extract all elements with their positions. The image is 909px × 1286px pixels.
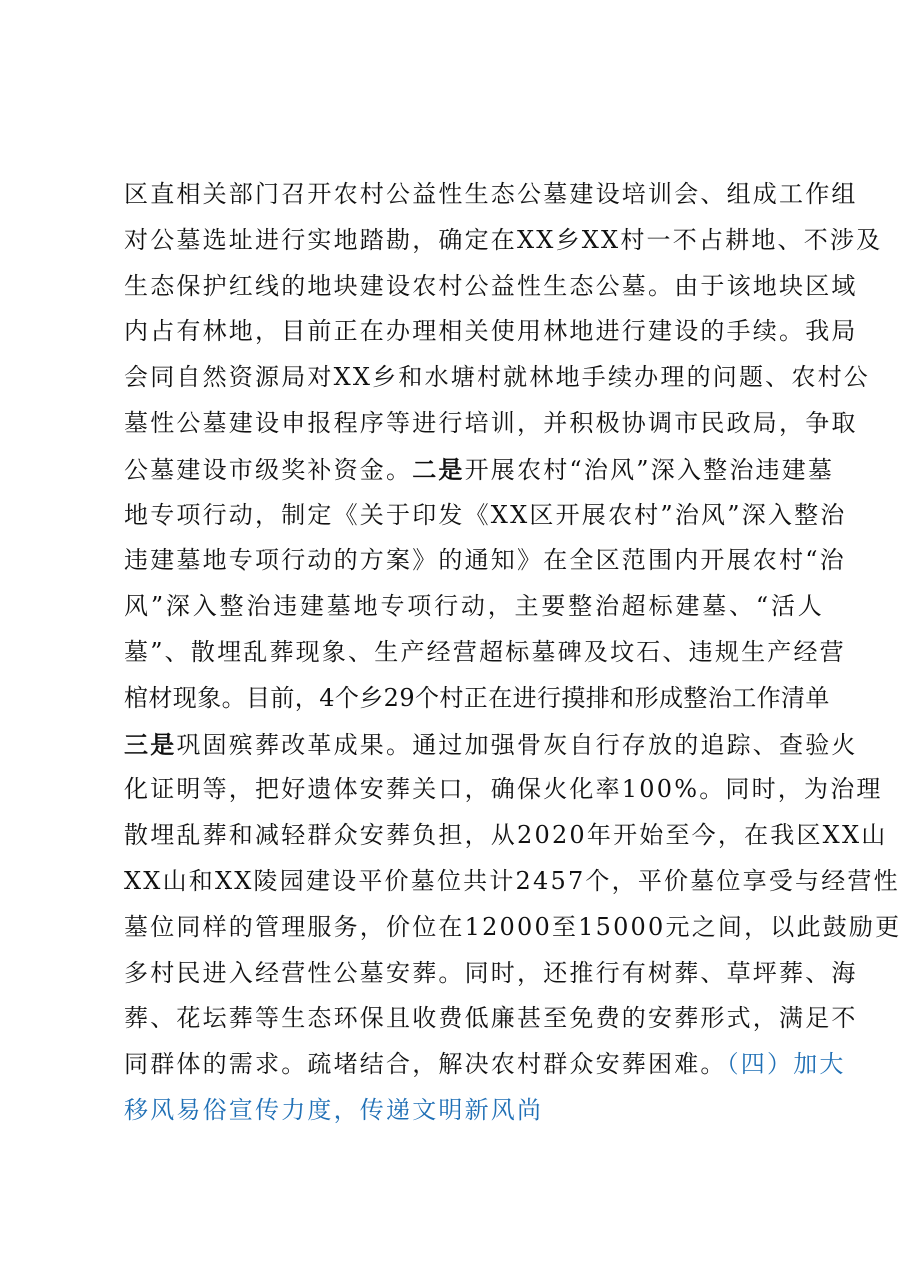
- text-line-13: [124, 722, 858, 768]
- text-line-5: 会同自然资源局对XX乡和水塘村就林地手续办理的问题、农村公: [124, 363, 870, 392]
- text-line-1: 区直相关部门召开农村公益性生态公墓建设培训会、组成工作组: [124, 180, 858, 208]
- text-line-13-post: 巩固殡葬改革成果。通过加强骨灰自行存放的追踪、查验火: [176, 730, 858, 759]
- text-line-10: 风”深入整治违建墓地专项行动，主要整治超标建墓、“活人: [124, 592, 824, 621]
- text-line-20-pre: 同群体的需求。疏堵结合，解决农村群众安葬困难。: [124, 1050, 727, 1079]
- section-heading-start: （四）加大: [726, 1050, 846, 1079]
- section-heading-end: 移风易俗宣传力度，传递文明新风尚: [124, 1095, 544, 1124]
- text-line-15: 散埋乱葬和减轻群众安葬负担，从2020年开始至今，在我区XX山: [124, 821, 888, 850]
- text-line-19: 葬、花坛葬等生态环保且收费低廉甚至免费的安葬形式，满足不: [124, 1004, 858, 1033]
- text-line-7-pre: 公墓建设市级奖补资金。: [124, 455, 413, 484]
- text-line-12: 棺材现象。目前，4个乡29个村正在进行摸排和形成整治工作清单: [124, 683, 830, 712]
- text-line-18: 多村民进入经营性公墓安葬。同时，还推行有树葬、草坪葬、海: [124, 958, 858, 987]
- text-line-4: 内占有林地，目前正在办理相关使用林地进行建设的手续。我局: [124, 317, 858, 346]
- text-line-7-post: 开展农村“治风”深入整治违建墓: [464, 455, 835, 484]
- text-line-17: 墓位同样的管理服务，价位在12000至15000元之间，以此鼓励更: [124, 912, 902, 941]
- text-line-7: [124, 447, 835, 493]
- text-line-20: [124, 1042, 846, 1088]
- text-line-3: 生态保护红线的地块建设农村公益性生态公墓。由于该地块区域: [124, 271, 858, 300]
- text-line-11: 墓”、散埋乱葬现象、生产经营超标墓碑及坟石、违规生产经营: [124, 637, 846, 666]
- text-line-9: 违建墓地专项行动的方案》的通知》在全区范围内开展农村“治: [124, 546, 846, 575]
- body-paragraph: [124, 172, 902, 1134]
- bold-marker-three: 三是: [124, 729, 177, 759]
- text-line-2: 对公墓选址进行实地踏勘，确定在XX乡XX村一不占耕地、不涉及: [124, 225, 883, 254]
- text-line-6: 墓性公墓建设申报程序等进行培训，并积极协调市民政局，争取: [124, 408, 858, 437]
- text-line-21: [124, 1088, 824, 1134]
- text-line-14: 化证明等，把好遗体安葬关口，确保火化率100%。同时，为治理: [124, 775, 883, 804]
- text-line-8: 地专项行动，制定《关于印发《XX区开展农村”治风”深入整治: [124, 500, 847, 529]
- bold-marker-two: 二是: [412, 454, 465, 484]
- text-line-16: XX山和XX陵园建设平价墓位共计2457个，平价墓位享受与经营性: [124, 866, 900, 895]
